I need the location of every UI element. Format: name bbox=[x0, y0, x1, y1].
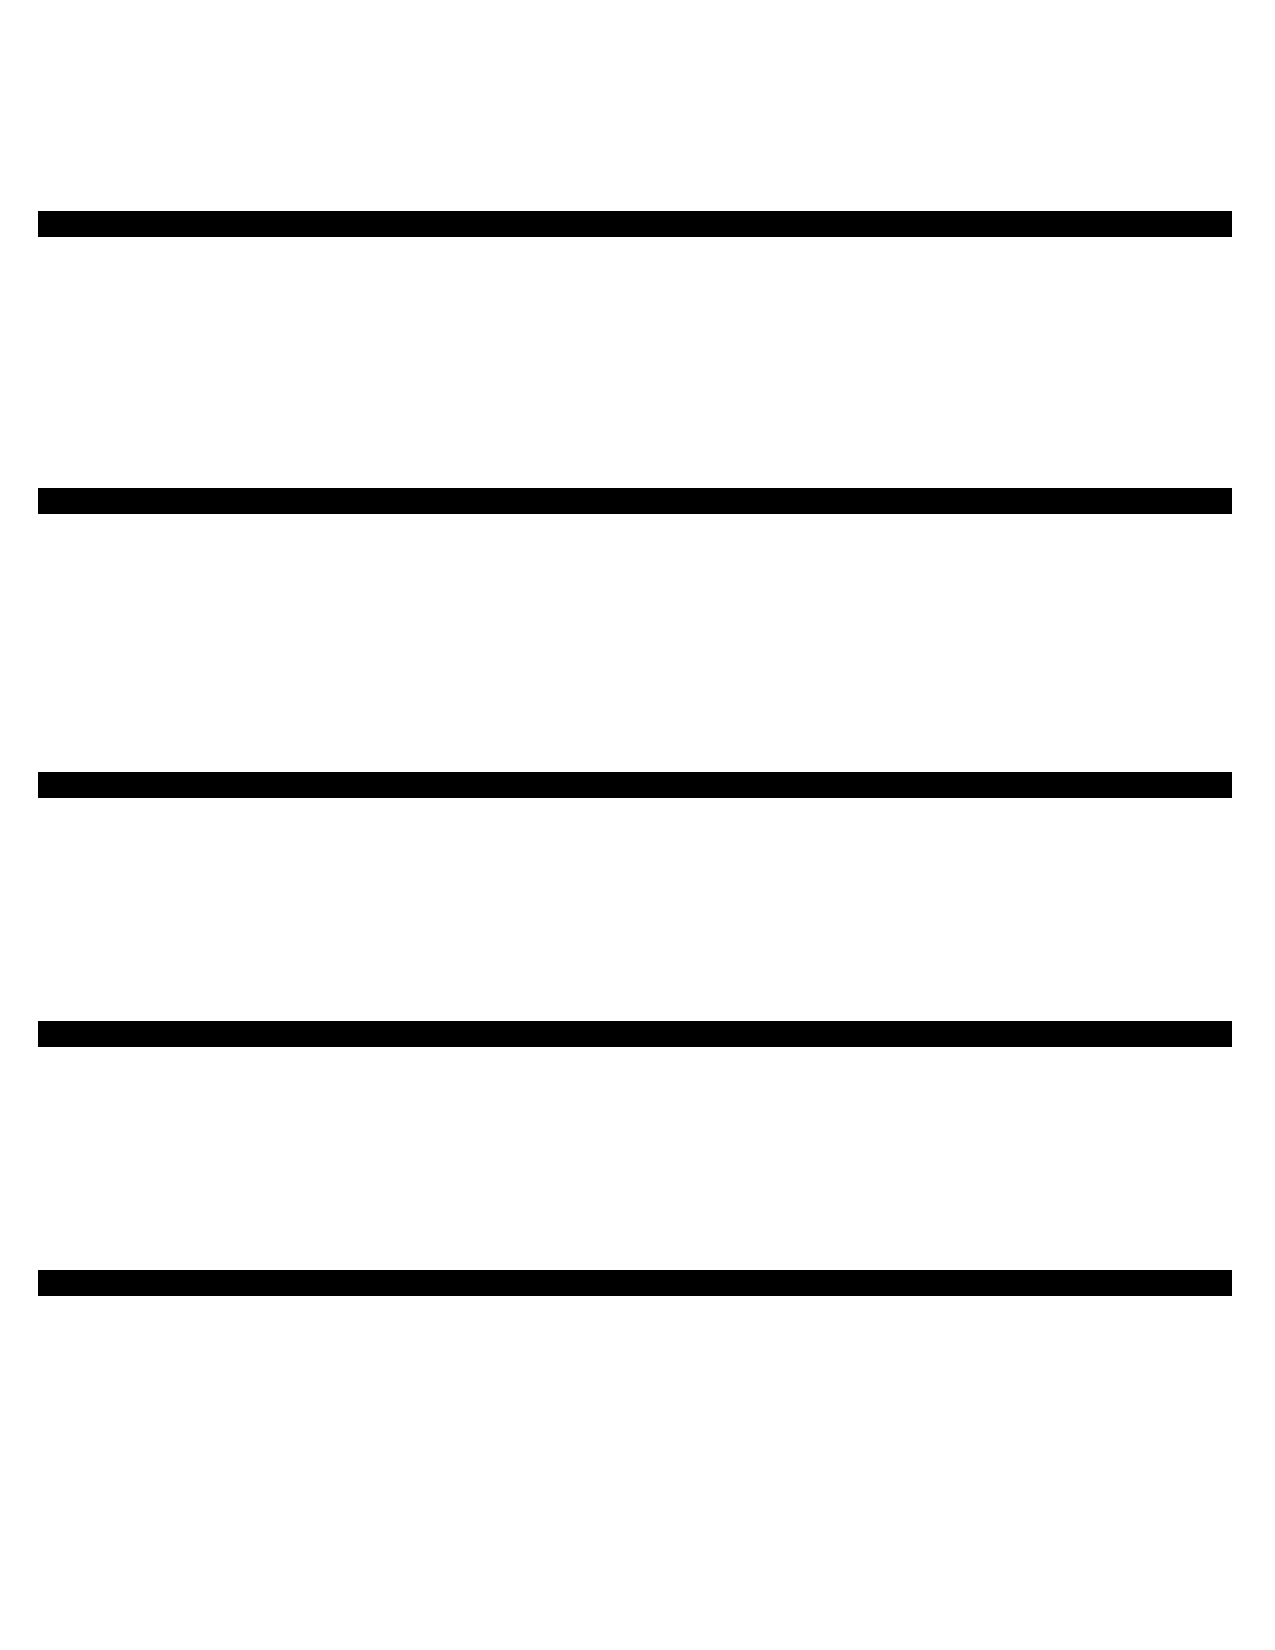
section-title-bar bbox=[38, 211, 1232, 237]
section-title-bar bbox=[38, 1021, 1232, 1047]
section-title-bar bbox=[38, 488, 1232, 514]
section-title-bar bbox=[38, 772, 1232, 798]
section-title-bar bbox=[38, 1270, 1232, 1296]
